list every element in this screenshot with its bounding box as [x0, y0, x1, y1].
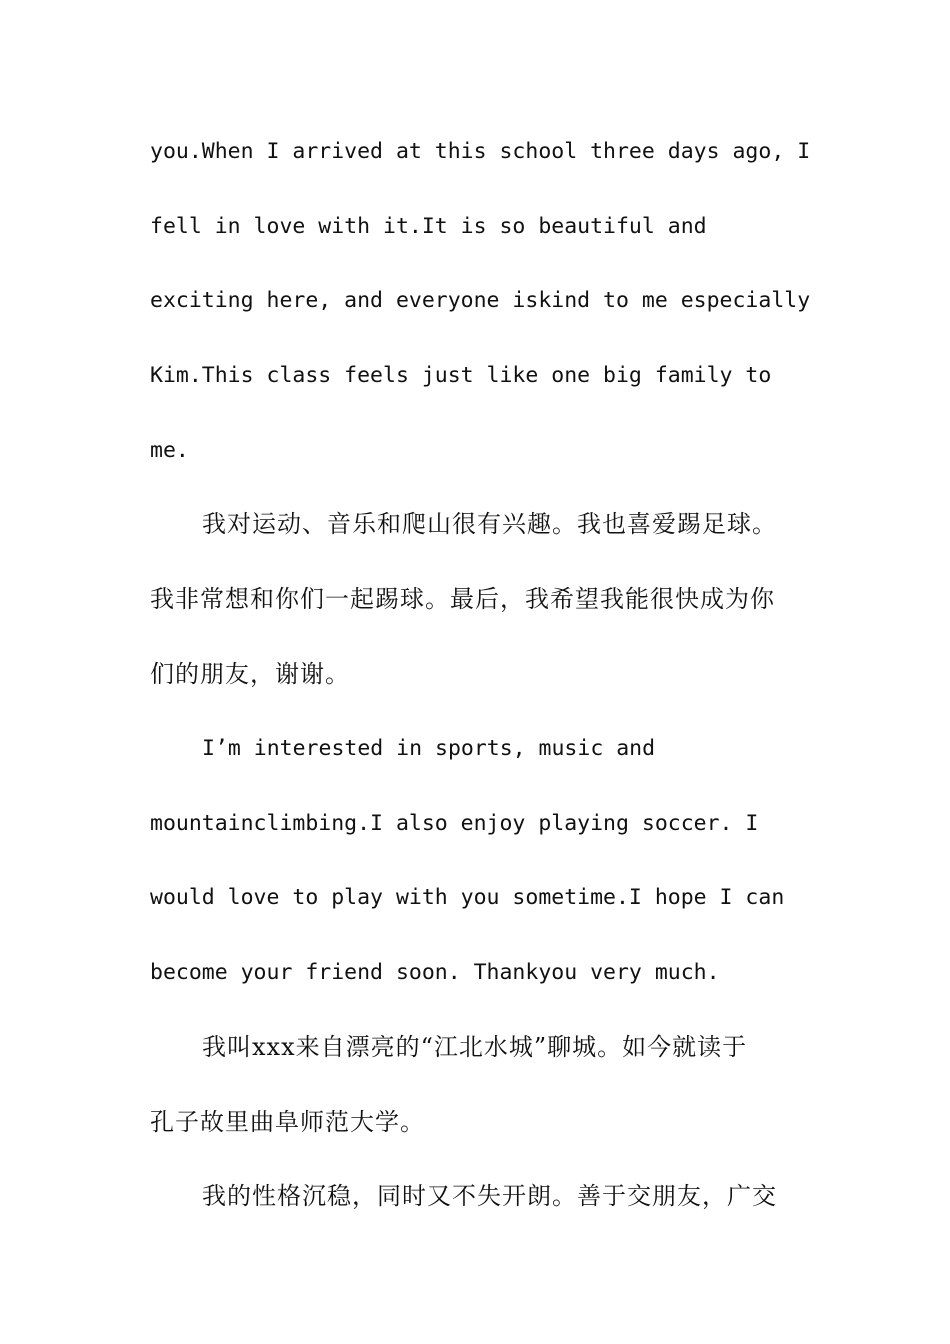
- paragraph-first-line: 我的性格沉稳，同时又不失开朗。善于交朋友，广交: [202, 1182, 777, 1210]
- text-line: mountainclimbing.I also enjoy playing soccer. I: [150, 811, 759, 836]
- text-line: fell in love with it.It is so beautiful and: [150, 214, 707, 239]
- paragraph-first-line: 我叫xxx来自漂亮的“江北水城”聊城。如今就读于: [202, 1033, 748, 1061]
- text-line: me.: [150, 438, 189, 463]
- text-line: you.When I arrived at this school three days ago, I: [150, 139, 811, 164]
- text-line: become your friend soon. Thankyou very much.: [150, 960, 720, 985]
- text-line: 我非常想和你们一起踢球。最后，我希望我能很快成为你: [150, 585, 775, 613]
- text-line: would love to play with you sometime.I hope I can: [150, 885, 785, 910]
- text-line: exciting here, and everyone iskind to me especially: [150, 288, 811, 313]
- text-line: 们的朋友，谢谢。: [150, 660, 350, 688]
- text-line: 孔子故里曲阜师范大学。: [150, 1108, 425, 1136]
- paragraph-first-line: I’m interested in sports, music and: [202, 736, 656, 761]
- text-line: Kim.This class feels just like one big family to: [150, 363, 772, 388]
- paragraph-first-line: 我对运动、音乐和爬山很有兴趣。我也喜爱踢足球。: [202, 510, 777, 538]
